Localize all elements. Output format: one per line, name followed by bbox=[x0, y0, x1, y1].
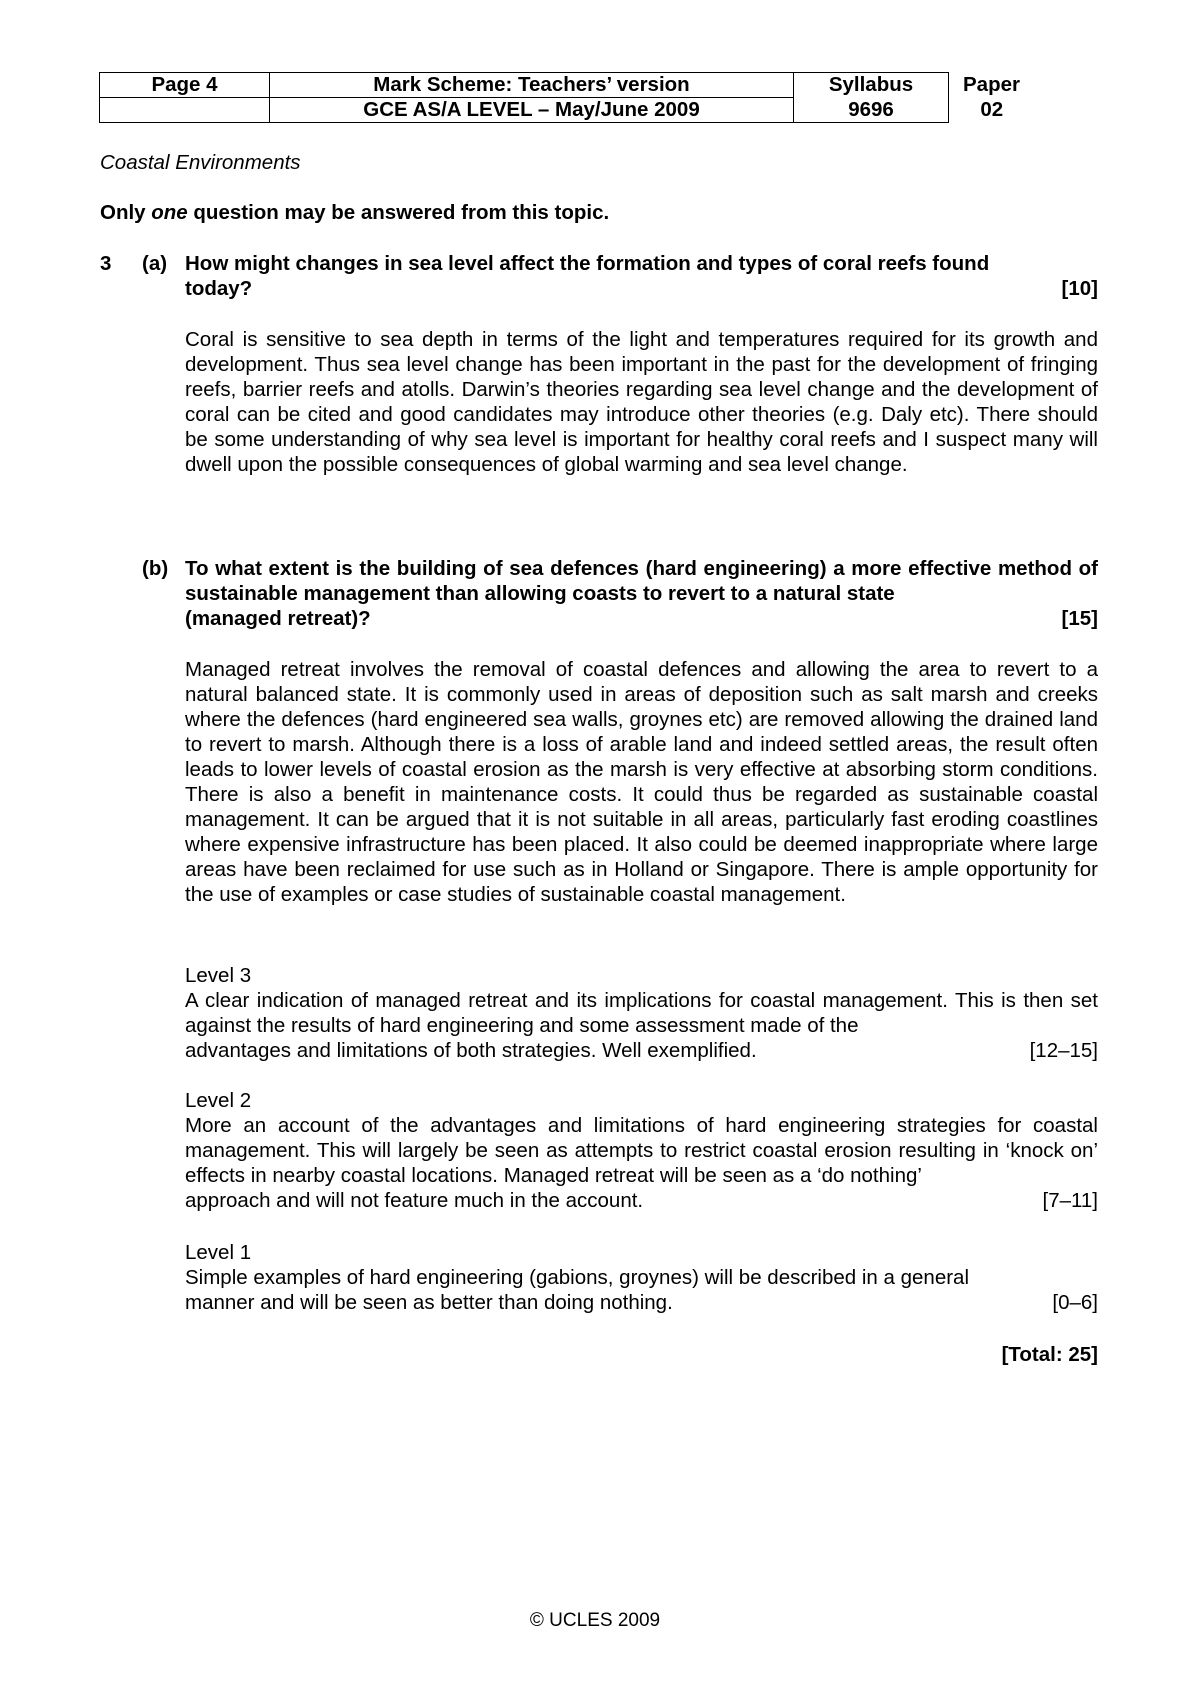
question-number: 3 bbox=[100, 252, 112, 275]
part-b-marks: [15] bbox=[1061, 607, 1098, 630]
level-1-end bbox=[185, 1290, 1098, 1315]
level-3-range: [12–15] bbox=[1029, 1039, 1098, 1062]
level-2 bbox=[185, 1088, 1098, 1213]
level-2-title: Level 2 bbox=[185, 1089, 252, 1112]
level-2-text-end: approach and will not feature much in the account. bbox=[185, 1189, 644, 1212]
header-paper-code: 02 bbox=[980, 98, 1004, 121]
footer-copyright: © UCLES 2009 bbox=[529, 1610, 661, 1631]
level-1-text-end: manner and will be seen as better than doing nothing. bbox=[185, 1291, 673, 1314]
part-a-question bbox=[185, 251, 1098, 301]
part-a-marks: [10] bbox=[1061, 277, 1098, 300]
part-b-question-end bbox=[185, 606, 1098, 631]
header-syllabus-label: Syllabus bbox=[794, 73, 949, 98]
level-3-title: Level 3 bbox=[185, 964, 252, 987]
level-3 bbox=[185, 963, 1098, 1063]
part-b-label: (b) bbox=[142, 557, 169, 580]
header-table bbox=[99, 72, 1035, 123]
level-1-text: Simple examples of hard engineering (gabions, groynes) will be described in a general bbox=[185, 1266, 970, 1289]
rule-before: Only bbox=[100, 201, 152, 224]
level-2-text: More an account of the advantages and limitations of hard engineering strategies for coastal management. This will largely be seen as attempts to restrict coastal erosion resulting in ‘knock on’ effects in nearby coastal locations. Managed retreat will be seen as a ‘do nothing’ bbox=[185, 1114, 1098, 1187]
topic-heading: Coastal Environments bbox=[100, 151, 301, 174]
part-a-answer: Coral is sensitive to sea depth in terms of the light and temperatures required for its growth and development. Thus sea level change has been important in the past for the development of fringing reefs, barrier reefs and atolls. Darwin’s theories regarding sea level change and the development of coral can be cited and good candidates may introduce other theories (e.g. Daly etc). There should be some understanding of why sea level is important for healthy coral reefs and I suspect many will dwell upon the possible consequences of global warming and sea level change. bbox=[185, 328, 1098, 476]
level-2-range: [7–11] bbox=[1042, 1189, 1098, 1212]
level-3-text-end: advantages and limitations of both strategies. Well exemplified. bbox=[185, 1039, 757, 1062]
topic-rule bbox=[100, 200, 609, 225]
level-3-text: A clear indication of managed retreat and its implications for coastal management. This is then set against the results of hard engineering and some assessment made of the bbox=[185, 989, 1098, 1037]
part-b-question bbox=[185, 556, 1098, 631]
header-paper-label: Paper bbox=[963, 73, 1020, 96]
header-exam: GCE AS/A LEVEL – May/June 2009 bbox=[270, 98, 794, 123]
level-3-end bbox=[185, 1038, 1098, 1063]
header-blank-cell bbox=[100, 98, 270, 123]
rule-after: question may be answered from this topic. bbox=[187, 201, 610, 224]
rule-emphasis: one bbox=[151, 201, 188, 224]
level-1 bbox=[185, 1240, 1098, 1315]
header-syllabus-code: 9696 bbox=[794, 98, 949, 123]
part-a-question-text-end: today? bbox=[185, 277, 253, 300]
part-a-question-end bbox=[185, 276, 1098, 301]
header-title: Mark Scheme: Teachers’ version bbox=[270, 73, 794, 98]
part-a-question-text: How might changes in sea level affect the formation and types of coral reefs found bbox=[185, 252, 990, 275]
part-a-label: (a) bbox=[142, 252, 168, 275]
header-page: Page 4 bbox=[100, 73, 270, 98]
level-2-end bbox=[185, 1188, 1098, 1213]
part-b-question-text-end: (managed retreat)? bbox=[185, 607, 371, 630]
level-1-title: Level 1 bbox=[185, 1241, 252, 1264]
total-marks: [Total: 25] bbox=[1001, 1343, 1098, 1366]
level-1-range: [0–6] bbox=[1052, 1291, 1098, 1314]
part-b-answer: Managed retreat involves the removal of coastal defences and allowing the area to revert to a natural balanced state. It is commonly used in areas of deposition such as salt marsh and creeks where the defences (hard engineered sea walls, groynes etc) are removed allowing the drained land to revert to marsh. Although there is a loss of arable land and indeed settled areas, the result often leads to lower levels of coastal erosion as the marsh is very effective at absorbing storm conditions. There is also a benefit in maintenance costs. It could thus be regarded as sustainable coastal management. It can be argued that it is not suitable in all areas, particularly fast eroding coastlines where expensive infrastructure has been placed. It also could be deemed inappropriate where large areas have been reclaimed for use such as in Holland or Singapore. There is ample opportunity for the use of examples or case studies of sustainable coastal management. bbox=[185, 658, 1098, 906]
part-b-question-text: To what extent is the building of sea defences (hard engineering) a more effective method of sustainable management than allowing coasts to revert to a natural state bbox=[185, 557, 1098, 605]
